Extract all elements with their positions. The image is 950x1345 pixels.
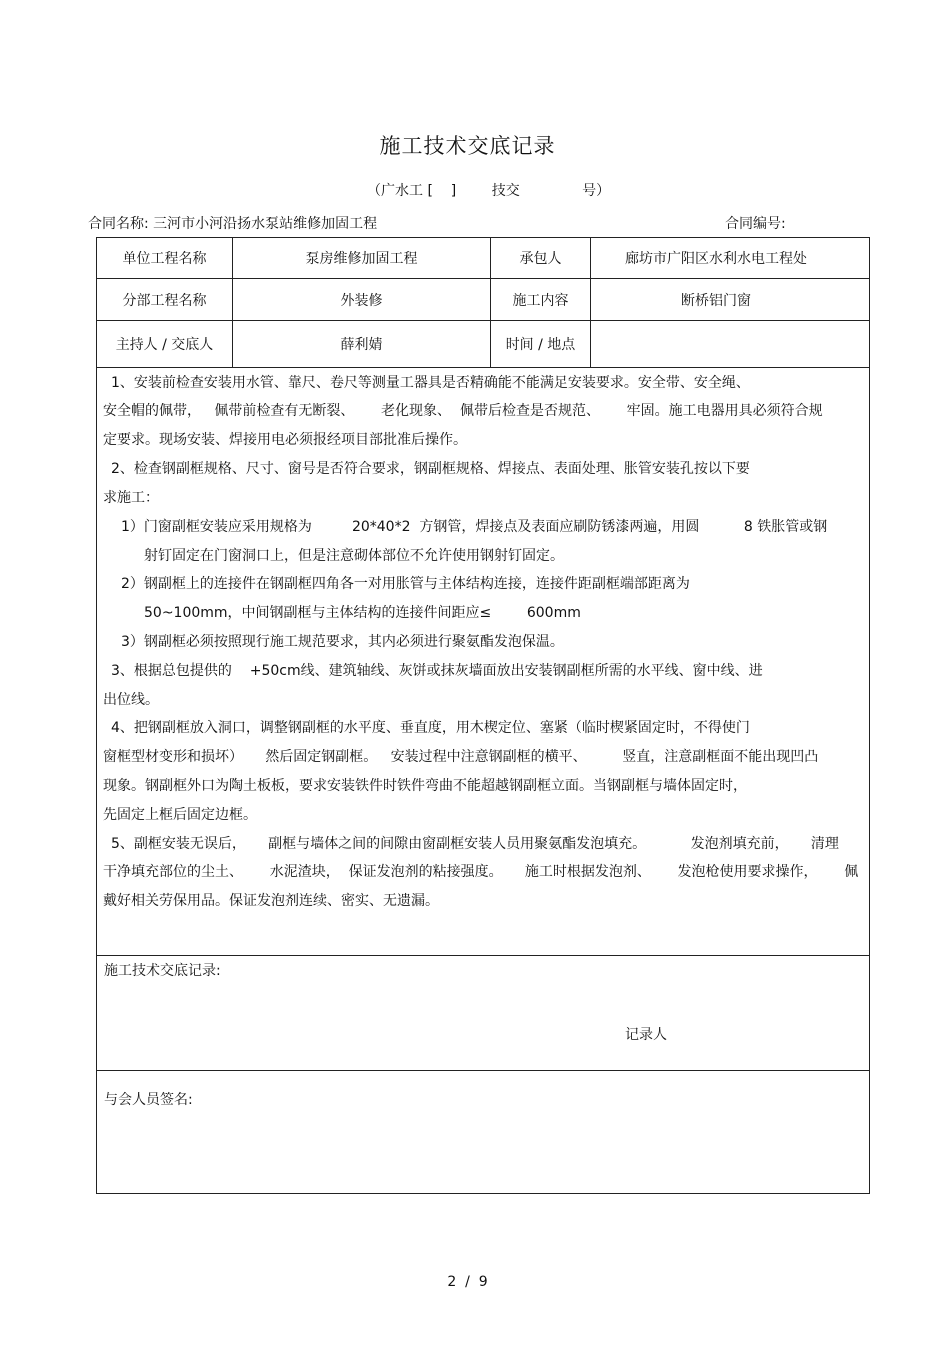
- page-title: 施工技术交底记录: [379, 134, 556, 158]
- body-line: 50~100mm，中间钢副框与主体结构的连接件间距应≤ 600mm: [144, 605, 581, 621]
- document-number: （广水工 [ ] 技交 号）: [367, 183, 611, 199]
- body-line: 求施工：: [103, 490, 159, 506]
- recorder-label: 记录人: [625, 1027, 667, 1043]
- body-line: 5、副框安装无误后， 副框与墙体之间的间隙由窗副框安装人员用聚氨酯发泡填充。 发泡剂填充前， 清理: [111, 836, 839, 852]
- unit-project-value: 泵房维修加固工程: [305, 251, 418, 267]
- record-section-label: 施工技术交底记录:: [104, 963, 221, 979]
- time-place-label: 时间 / 地点: [505, 337, 576, 353]
- body-line: 窗框型材变形和损坏） 然后固定钢副框。 安装过程中注意钢副框的横平、 竖直，注意副框面不能出现凹凸: [103, 749, 819, 765]
- sub-project-label: 分部工程名称: [122, 292, 207, 309]
- table-divider: [96, 1070, 870, 1071]
- page-number: 2 / 9: [447, 1274, 488, 1290]
- host-label: 主持人 / 交底人: [115, 337, 214, 353]
- body-line: 戴好相关劳保用品。保证发泡剂连续、密实、无遗漏。: [103, 893, 439, 909]
- table-divider: [96, 955, 870, 956]
- unit-project-label: 单位工程名称: [122, 251, 207, 267]
- body-line: 2、检查钢副框规格、尺寸、窗号是否符合要求，钢副框规格、焊接点、表面处理、胀管安装孔按以下要: [111, 461, 750, 477]
- body-line: 射钉固定在门窗洞口上，但是注意砌体部位不允许使用钢射钉固定。: [144, 548, 564, 564]
- body-line: 3）钢副框必须按照现行施工规范要求，其内必须进行聚氨酯发泡保温。: [121, 634, 564, 650]
- body-line: 定要求。现场安装、焊接用电必须报经项目部批准后操作。: [103, 432, 467, 448]
- body-line: 4、把钢副框放入洞口，调整钢副框的水平度、垂直度，用木楔定位、塞紧（临时楔紧固定时，不得使门: [111, 720, 750, 736]
- body-line: 安全帽的佩带， 佩带前检查有无断裂、 老化现象、 佩带后检查是否规范、 牢固。施工电器用具必须符合规: [103, 403, 823, 419]
- contractor-label: 承包人: [519, 251, 562, 267]
- attendees-signature-label: 与会人员签名:: [104, 1092, 193, 1108]
- body-line: 3、根据总包提供的 +50cm线、建筑轴线、灰饼或抹灰墙面放出安装钢副框所需的水平线、窗中线、进: [111, 663, 763, 679]
- contract-name: 合同名称: 三河市小河沿扬水泵站维修加固工程: [88, 216, 378, 232]
- table-divider: [96, 367, 870, 368]
- work-content-label: 施工内容: [512, 292, 569, 309]
- body-line: 出位线。: [103, 692, 159, 708]
- body-line: 1、安装前检查安装用水管、靠尺、卷尺等测量工器具是否精确能不能满足安装要求。安全带、安全绳、: [111, 375, 750, 391]
- sub-project-value: 外装修: [340, 292, 383, 309]
- body-line: 现象。钢副框外口为陶土板板，要求安装铁件时铁件弯曲不能超越钢副框立面。当钢副框与墙体固定时，: [103, 778, 747, 794]
- host-value: 薛利婧: [340, 337, 383, 353]
- body-line: 先固定上框后固定边框。: [103, 807, 257, 823]
- contractor-value: 廊坊市广阳区水利水电工程处: [625, 251, 807, 267]
- time-place-value: [591, 321, 869, 367]
- contract-number: 合同编号:: [725, 216, 786, 232]
- work-content-value: 断桥铝门窗: [681, 292, 751, 309]
- body-line: 2）钢副框上的连接件在钢副框四角各一对用胀管与主体结构连接，连接件距副框端部距离为: [121, 576, 690, 592]
- body-line: 干净填充部位的尘土、 水泥渣块， 保证发泡剂的粘接强度。 施工时根据发泡剂、 发泡枪使用要求操作， 佩: [103, 864, 859, 880]
- body-line: 1）门窗副框安装应采用规格为 20*40*2 方钢管，焊接点及表面应刷防锈漆两遍，用圆 8 铁胀管或钢: [121, 519, 828, 535]
